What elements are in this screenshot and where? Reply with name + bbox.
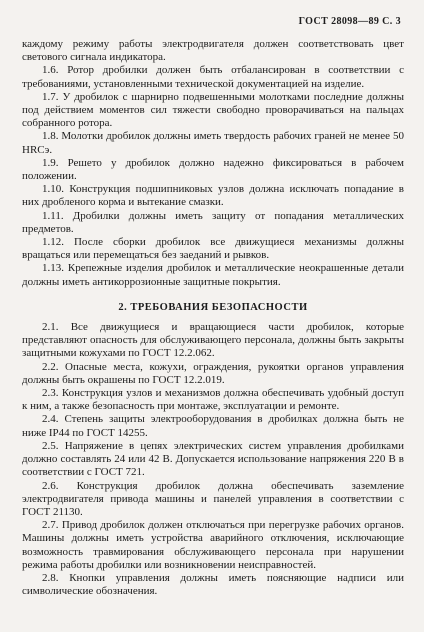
paragraph-1-8: 1.8. Молотки дробилок должны иметь твердость рабочих граней не менее 50 HRCэ. (22, 130, 404, 156)
paragraph-1-11: 1.11. Дробилки должны иметь защиту от попадания металлических предметов. (22, 209, 404, 235)
paragraph-1-7: 1.7. У дробилок с шарнирно подвешенными молотками последние должны под действием моментов сил тяжести свободно проворачиваться на пальцах собранного ротора. (22, 90, 404, 130)
paragraph-2-7: 2.7. Привод дробилок должен отключаться при перегрузке рабочих органов. Машины должны иметь устройства аварийного отключения, исключающие возможность травмирования обслуживающего персонала при нарушении режима работы дробилки или возникновении неисправностей. (22, 519, 404, 571)
paragraph-1-12: 1.12. После сборки дробилок все движущиеся механизмы должны вращаться или перемещаться без заеданий и рывков. (22, 236, 404, 262)
paragraph-2-6: 2.6. Конструкция дробилок должна обеспечивать заземление электродвигателя привода машины и панелей управления в соответствии с ГОСТ 21130. (22, 479, 404, 518)
paragraph-1-10: 1.10. Конструкция подшипниковых узлов должна исключать попадание в них дробленого корма и вытекание смазки. (22, 183, 404, 209)
paragraph-2-3: 2.3. Конструкция узлов и механизмов должна обеспечивать удобный доступ к ним, а также безопасность при монтаже, эксплуатации и ремонте. (22, 387, 404, 413)
paragraph-2-5: 2.5. Напряжение в цепях электрических систем управления дробилками должно составлять 24 или 42 В. Допускается использование напряжения 220 В в соответствии с ГОСТ 721. (22, 439, 404, 479)
intro-paragraph: каждому режиму работы электродвигателя должен соответствовать цвет светового сигнала индикатора. (22, 38, 404, 64)
paragraph-1-13: 1.13. Крепежные изделия дробилок и металлические неокрашенные детали должны иметь антикоррозионные защитные покрытия. (22, 262, 404, 288)
paragraph-1-6: 1.6. Ротор дробилки должен быть отбалансирован в соответствии с требованиями, установленными технической документацией на изделие. (22, 64, 404, 90)
paragraph-2-4: 2.4. Степень защиты электрооборудования в дробилках должна быть не ниже IP44 по ГОСТ 14255. (22, 413, 404, 439)
paragraph-1-9: 1.9. Решето у дробилок должно надежно фиксироваться в рабочем положении. (22, 156, 404, 183)
paragraph-2-8: 2.8. Кнопки управления должны иметь поясняющие надписи или символические обозначения. (22, 571, 404, 598)
page-header: ГОСТ 28098—89 С. 3 (298, 16, 401, 27)
page-body (22, 38, 404, 598)
paragraph-2-2: 2.2. Опасные места, кожухи, ограждения, рукоятки органов управления должны быть окрашены по ГОСТ 12.2.019. (22, 360, 404, 386)
paragraph-2-1: 2.1. Все движущиеся и вращающиеся части дробилок, которые представляют опасность для обслуживающего персонала, должны быть закрыты защитными кожухами по ГОСТ 12.2.062. (22, 321, 404, 360)
section-title-safety: 2. ТРЕБОВАНИЯ БЕЗОПАСНОСТИ (118, 301, 308, 313)
